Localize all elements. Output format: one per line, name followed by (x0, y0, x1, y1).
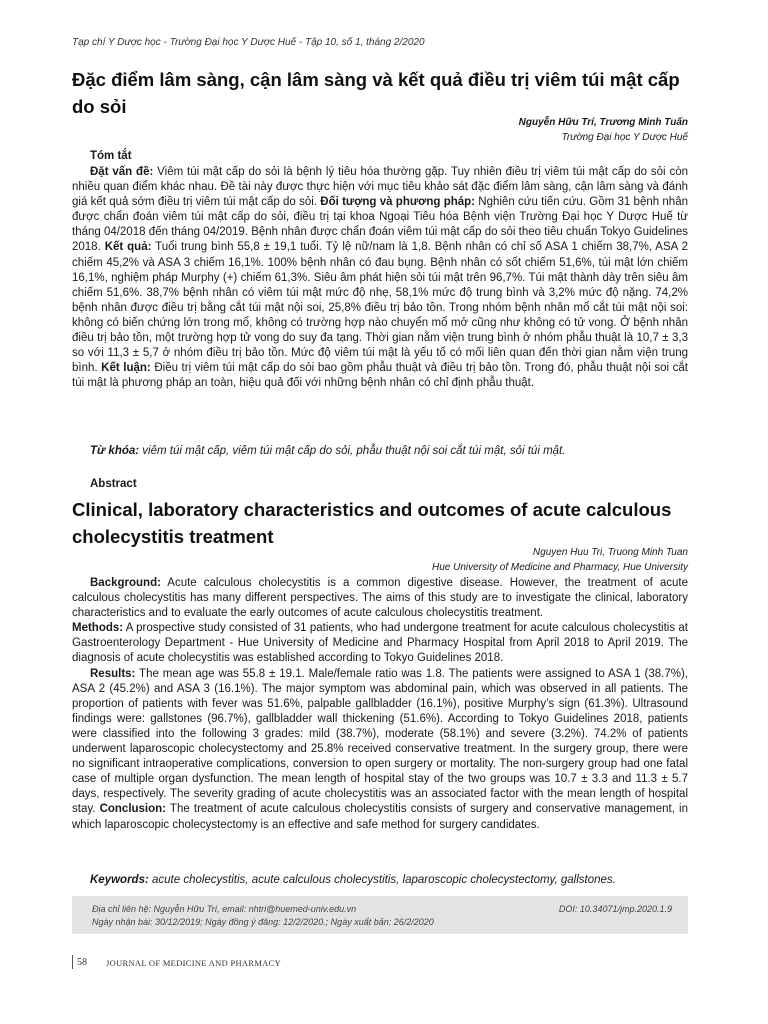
background-text-en: Acute calculous cholecystitis is a common digestive disease. However, the treatment of acute calculous cholecystitis has many different perspectives. The aims of this study are to investigate the clinical, laboratory characteristics and to evaluate the early outcomes of acute calculous cholecystitis treatment. (72, 577, 688, 620)
methods-paragraph-en (72, 621, 688, 666)
results-paragraph-en (72, 667, 688, 833)
article-title-vi: Đặc điểm lâm sàng, cận lâm sàng và kết quả điều trị viêm túi mật cấp do sỏi (72, 69, 680, 117)
contact-box (72, 896, 688, 934)
footer-divider (72, 955, 73, 969)
results-text-en: The mean age was 55.8 ± 19.1. Male/female ratio was 1.8. The patients were assigned to ASA 1 (38.7%), ASA 2 (45.2%) and ASA 3 (16.1%). The major symptom was abdominal pain, which was observed in all patients. The proportion of patients with fever was 51.6%, palpable gallbladder (16.1%), positive Murphy’s sign (61.3%). Ultrasound findings were: gallstones (96.7%), gallbladder wall thickening (51.6%). According to Tokyo Guidelines 2018, patients were classified into the following 3 grades: mild (38.7%), moderate (58.1%) and severe (3.2%). 74.2% of patients underwent laparoscopic cholecystectomy and 25.8% received conservative treatment. In the surgery group, there were no significant intraoperative complications, conversion to open surgery or mortality. The non-surgery group had one fatal case of multiple organ dysfunction. The mean length of hospital stay of the two groups was 10.7 ± 3.3 and 11.3 ± 5.7 days, respectively. The severity grading of acute cholecystitis was an associated factor with the mean length of hospital stay. (72, 667, 688, 816)
background-label-vi: Đặt vấn đề: (90, 166, 154, 178)
article-title-en: Clinical, laboratory characteristics and outcomes of acute calculous cholecystitis treatment (72, 499, 672, 547)
conclusion-label-vi: Kết luận: (101, 362, 151, 375)
keywords-en (72, 874, 688, 886)
background-text-vi: Viêm túi mật cấp do sỏi là bệnh lý tiêu hóa thường gặp. Tuy nhiên điều trị viêm túi mật cấp do sỏi còn nhiều quan điểm khác nhau. Đề tài này được thực hiện với mục tiêu khảo sát đặc điểm lâm sàng, cận lâm sàng và đánh giá kết quả sớm điều trị viêm túi mật cấp do sỏi. (72, 166, 688, 209)
submission-dates: Ngày nhận bài: 30/12/2019; Ngày đồng ý đăng: 12/2/2020.; Ngày xuất bản: 26/2/2020 (92, 917, 434, 927)
page-number: 58 (77, 957, 87, 968)
authors-en: Nguyen Huu Tri, Truong Minh Tuan (532, 547, 688, 558)
background-label-en: Background: (90, 577, 161, 589)
keywords-label-vi: Từ khóa: (90, 445, 140, 457)
contact-address: Địa chỉ liên hệ: Nguyễn Hữu Trí, email: nhtri@huemed-univ.edu.vn (92, 904, 357, 914)
conclusion-label-en: Conclusion: (99, 803, 167, 816)
abstract-body-vi (72, 165, 688, 391)
keywords-text-vi: viêm túi mật cấp, viêm túi mật cấp do sỏi, phẫu thuật nội soi cắt túi mật, sỏi túi mật. (139, 445, 566, 457)
methods-label-vi: Đối tượng và phương pháp: (320, 196, 475, 209)
keywords-text-en: acute cholecystitis, acute calculous cholecystitis, laparoscopic cholecystectomy, gallstones. (148, 874, 616, 886)
affiliation-vi: Trường Đại học Y Dược Huế (561, 132, 688, 143)
results-label-vi: Kết quả: (104, 241, 152, 254)
background-paragraph-en (72, 576, 688, 621)
running-header: Tạp chí Y Dược học - Trường Đại học Y Dược Huế - Tập 10, số 1, tháng 2/2020 (72, 37, 425, 48)
journal-name: JOURNAL OF MEDICINE AND PHARMACY (106, 958, 282, 968)
keywords-vi (72, 445, 688, 457)
abstract-heading-en: Abstract (90, 478, 137, 490)
methods-text-vi: Nghiên cứu tiến cứu. Gồm 31 bệnh nhân được chẩn đoán viêm túi mật cấp do sỏi, điều trị tại khoa Ngoại Tiêu hóa Bệnh viện Trường Đại học Y Dược Huế từ tháng 04/2018 đến tháng 04/2019. Bệnh nhân được chẩn đoán viêm túi mật cấp do sỏi theo tiêu chuẩn Tokyo Guidelines 2018. (72, 196, 688, 254)
results-label-en: Results: (90, 667, 136, 680)
conclusion-text-vi: Điều trị viêm túi mật cấp do sỏi bao gồm phẫu thuật và điều trị bảo tồn. Trong đó, phẫu thuật nội soi cắt túi mật là phương pháp an toàn, hiệu quả đối với những bệnh nhân có chỉ định phẫu thuật. (72, 362, 688, 390)
methods-text-en: A prospective study consisted of 31 patients, who had undergone treatment for acute calculous cholecystitis at Gastroenterology Department - Hue University of Medicine and Pharmacy Hospital from April 2018 to April 2019. The diagnosis of acute cholecystitis was established according to Tokyo Guidelines 2018. (72, 622, 688, 665)
doi-link[interactable]: DOI: 10.34071/jmp.2020.1.9 (558, 904, 672, 914)
methods-label-en: Methods: (72, 622, 124, 635)
results-text-vi: Tuổi trung bình 55,8 ± 19,1 tuổi. Tỷ lệ nữ/nam là 1,8. Bệnh nhân có chỉ số ASA 1 chiếm 38,7%, ASA 2 chiếm 45,2% và ASA 3 chiếm 16,1%. 100% bệnh nhân có đau bụng. Bệnh nhân có sốt chiếm 51,6%, túi mật lớn chiếm 16,1%, nghiệm pháp Murphy (+) chiếm 61,3%. Siêu âm phát hiện sỏi túi mật trên 96,7%. Túi mật thành dày trên siêu âm chiếm 51,6%. 38,7% bệnh nhân có viêm túi mật mức độ nhẹ, 58,1% mức độ trung bình và 3,2% mức độ nặng. 74,2% bệnh nhân được điều trị bằng cắt túi mật nội soi, 25,8% điều trị bảo tồn. Trong nhóm bệnh nhân mổ cắt túi mật nội soi: không có biến chứng lớn trong mổ, không có trường hợp nào chuyển mổ mở cũng như không có tử vong. Ở bệnh nhân điều trị bảo tồn, một trường hợp tử vong do suy đa tạng. Thời gian nằm viện trung bình ở nhóm phẫu thuật là 10,7 ± 3,3 so với 11,3 ± 5,7 ở nhóm điều trị bảo tồn. Mức độ viêm túi mật là yếu tố có mối liên quan đến thời gian nằm viện trung bình. (72, 241, 688, 375)
abstract-body-en (72, 576, 688, 833)
conclusion-text-en: The treatment of acute calculous cholecystitis consists of surgery and conservative management, in which laparoscopic cholecystectomy is an effective and safe method for surgery candidates. (72, 803, 688, 831)
abstract-heading-vi: Tóm tắt (90, 150, 132, 162)
affiliation-en: Hue University of Medicine and Pharmacy, Hue University (431, 562, 688, 573)
keywords-label-en: Keywords: (90, 874, 149, 886)
authors-vi: Nguyễn Hữu Trí, Trương Minh Tuấn (518, 117, 688, 128)
